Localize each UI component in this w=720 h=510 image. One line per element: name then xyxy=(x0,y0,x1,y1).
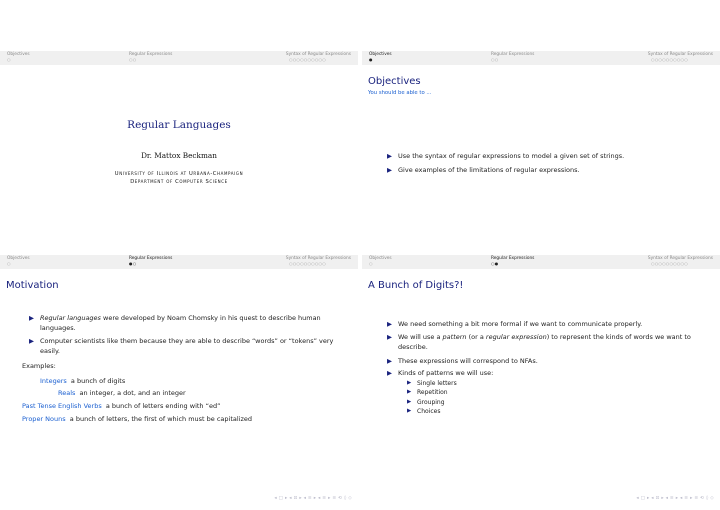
nav-objectives[interactable]: Objectives ○ xyxy=(7,256,30,266)
bullet-triangle-icon: ▶ xyxy=(29,314,34,322)
nav-bar xyxy=(0,255,358,269)
nav-syntax[interactable]: Syntax of Regular Expressions ○○○○○○○○○○ xyxy=(285,256,351,266)
slide-heading: Objectives xyxy=(368,76,421,87)
example-nouns: Proper Nouns a bunch of letters, the first of which must be capitalized xyxy=(22,415,253,423)
nav-regular-expressions[interactable]: Regular Expressions ○○ xyxy=(491,52,535,62)
sub-bullet-item: ▶ Choices xyxy=(407,408,441,415)
bullet-triangle-icon: ▶ xyxy=(407,380,412,386)
nav-objectives[interactable]: Objectives ○ xyxy=(369,256,392,266)
bullet-item: ▶ Give examples of the limitations of regular expressions. xyxy=(387,166,580,174)
slide-heading: Motivation xyxy=(6,280,59,291)
slide-heading: A Bunch of Digits?! xyxy=(368,280,464,291)
bullet-item: ▶ Kinds of patterns we will use: xyxy=(387,369,494,377)
author: Dr. Mattox Beckman xyxy=(141,151,217,160)
example-reals: Reals an integer, a dot, and an integer xyxy=(58,389,186,397)
nav-bar xyxy=(362,51,720,65)
example-integers: Integers a bunch of digits xyxy=(40,377,126,385)
bullet-triangle-icon: ▶ xyxy=(407,408,412,414)
department: Department of Computer Science xyxy=(130,179,228,185)
institution: University of Illinois at Urbana-Champaign xyxy=(114,171,244,177)
nav-syntax[interactable]: Syntax of Regular Expressions ○○○○○○○○○○ xyxy=(285,52,351,62)
bullet-triangle-icon: ▶ xyxy=(407,389,412,395)
bullet-item: ▶ Use the syntax of regular expressions to model a given set of strings. xyxy=(387,152,625,160)
bullet-item: ▶ These expressions will correspond to NFAs. xyxy=(387,357,538,365)
slide-subtitle: You should be able to ... xyxy=(368,90,432,96)
bullet-triangle-icon: ▶ xyxy=(387,333,392,341)
bullet-item: ▶ Computer scientists like them because they are able to describe “words” or “tokens” very easily. xyxy=(29,337,334,355)
example-verbs: Past Tense English Verbs a bunch of letters ending with “ed” xyxy=(22,402,221,410)
beamer-nav-icons[interactable]: ◂ □ ▸ ◂ ⊡ ▸ ◂ ≡ ▸ ◂ ≡ ▸ ≡ ⟲ ◊ ◇ xyxy=(636,496,714,501)
bullet-triangle-icon: ▶ xyxy=(387,357,392,365)
presentation-title: Regular Languages xyxy=(127,119,231,131)
slide-bunch-of-digits xyxy=(362,255,720,505)
nav-objectives[interactable]: Objectives ● xyxy=(369,52,392,62)
bullet-triangle-icon: ▶ xyxy=(387,320,392,328)
bullet-triangle-icon: ▶ xyxy=(387,369,392,377)
bullet-item: ▶ Regular languages were developed by Noam Chomsky in his quest to describe human languages. xyxy=(29,314,321,332)
bullet-item: ▶ We will use a pattern (or a regular expression) to represent the kinds of words we want to describe. xyxy=(387,333,691,351)
bullet-triangle-icon: ▶ xyxy=(387,166,392,174)
sub-bullet-item: ▶ Single letters xyxy=(407,380,457,387)
nav-bar xyxy=(0,51,358,65)
nav-bar xyxy=(362,255,720,269)
bullet-triangle-icon: ▶ xyxy=(29,337,34,345)
nav-regular-expressions[interactable]: Regular Expressions ●○ xyxy=(129,256,173,266)
nav-syntax[interactable]: Syntax of Regular Expressions ○○○○○○○○○○ xyxy=(647,52,713,62)
beamer-nav-icons[interactable]: ◂ □ ▸ ◂ ⊡ ▸ ◂ ≡ ▸ ◂ ≡ ▸ ≡ ⟲ ◊ ◇ xyxy=(274,496,352,501)
bullet-triangle-icon: ▶ xyxy=(387,152,392,160)
nav-regular-expressions[interactable]: Regular Expressions ○● xyxy=(491,256,535,266)
slide-motivation xyxy=(0,255,358,505)
sub-bullet-item: ▶ Repetition xyxy=(407,389,448,396)
nav-syntax[interactable]: Syntax of Regular Expressions ○○○○○○○○○○ xyxy=(647,256,713,266)
bullet-item: ▶ We need something a bit more formal if we want to communicate properly. xyxy=(387,320,643,328)
nav-objectives[interactable]: Objectives ○ xyxy=(7,52,30,62)
sub-bullet-item: ▶ Grouping xyxy=(407,399,445,406)
examples-label: Examples: xyxy=(22,362,56,370)
nav-regular-expressions[interactable]: Regular Expressions ○○ xyxy=(129,52,173,62)
bullet-triangle-icon: ▶ xyxy=(407,399,412,405)
